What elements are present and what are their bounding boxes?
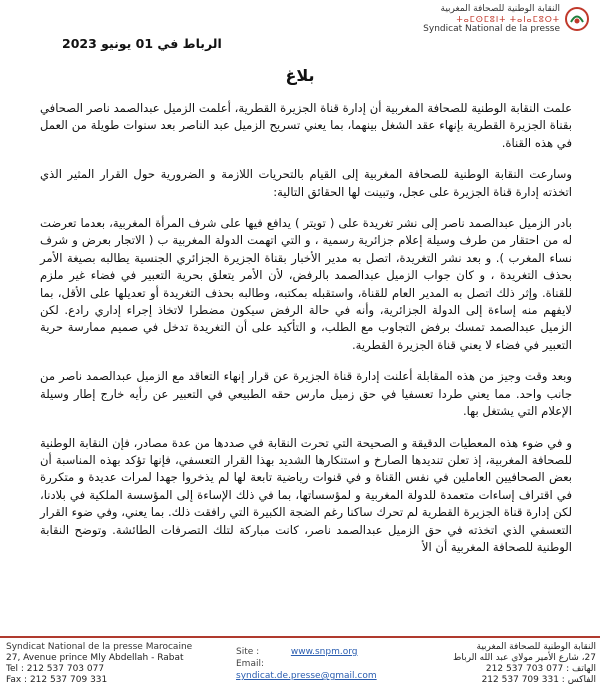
letterhead <box>0 0 600 40</box>
email-label: Email: <box>236 659 265 669</box>
document-body <box>40 100 572 570</box>
document-title: بلاغ <box>285 66 315 85</box>
org-name-french: Syndicat National de la presse <box>423 24 560 34</box>
dateline: الرباط في 01 يونيو 2023 <box>62 36 222 51</box>
footer-web-contact <box>236 646 377 682</box>
paragraph: وسارعت النقابة الوطنية للصحافة المغربية إلى القيام بالتحريات اللازمة و الضرورية حول القرار المثير الذي اتخذته إدارة قناة الجزيرة على عجل، وتبينت لها الحقائق التالية: <box>40 167 572 199</box>
site-link[interactable]: www.snpm.org <box>290 647 358 657</box>
footer-org-name-french: Syndicat National de la presse Marocaine <box>6 642 193 652</box>
footer <box>0 636 600 700</box>
footer-arabic-contact <box>453 642 596 686</box>
paragraph: علمت النقابة الوطنية للصحافة المغربية أن إدارة قناة الجزيرة القطرية، أعلمت الزميل عبدالصمد ناصر الصحافي بقناة الجزيرة القطرية بإنهاء عقد الشغل بينهما، بما يعني تسريح الزميل عبد الناصر بعد سنوات طويلة من العمل في هذه القناة. <box>40 101 572 150</box>
footer-tel-arabic: الهاتف : 077 703 537 212 <box>485 664 596 674</box>
site-label: Site : <box>236 647 260 657</box>
footer-fax-french: Fax : 212 537 709 331 <box>6 675 108 685</box>
paragraph: بادر الزميل عبدالصمد ناصر إلى نشر تغريدة على ( تويتر ) يدافع فيها على شرف المرأة المغربية، بعدما تعرضت له من احتقار من طرف وسيلة إعلام جزائرية رسمية ، و التي اتهمت الدولة المغربية ب ( الاتجار بعرض و شرف نساء المغرب ). و بعد نشر التغريدة، اتصل به مدير الأخبار بقناة الجزيرة الجزائري الجنسية يطالبه بصيغة الأمر بحذف التغريدة ، و كان جواب الزميل عبدالصمد بالرفض، لأن الأمر يتعلق بحرية التعبير في فضاء غير ملزم للقناة. وإثر ذلك اتصل به المدير العام للقناة، واستقبله بمكتبه، وطالبه بحذف التغريدة أو تعديلها على الأقل، بما لايفهم منه إساءة إلى الدولة الجزائرية، وأنه في حالة الرفض سيكون مضطرا لاتخاذ إجراء إداري رادع. لكن الزميل عبدالصمد تمسك برفض التجاوب مع الطلب، و التأكيد على أن التغريدة تدخل في صميم ممارسة حرية التعبير في فضاء لا يعني قناة الجزيرة القطرية. <box>40 216 572 352</box>
paragraph: وبعد وقت وجيز من هذه المقابلة أعلنت إدارة قناة الجزيرة عن قرار إنهاء التعاقد مع الزميل عبدالصمد ناصر من جانب واحد. مما يعني طردا تعسفيا في حق زميل مارس حقه الطبيعي في التعبير عن رأيه خارج إطار وسيلة الإعلام التي يشتغل بها. <box>40 369 572 419</box>
footer-org-name-arabic: النقابة الوطنية للصحافة المغربية <box>476 642 596 652</box>
paragraph: و في ضوء هذه المعطيات الدقيقة و الصحيحة التي تحرت النقابة في صددها من عدة مصادر، فإن النقابة الوطنية للصحافة المغربية، إذ تعلن تنديدها الصارخ و استنكارها الشديد بهذا القرار التعسفي، فإنها تؤكد بهذه المناسبة أن بعض الصحافيين العاملين في نفس القناة و في قنوات رياضية تابعة لها لم يذخروا جهدا لمرات عديدة و متكررة في اقتراف إساءات متعمدة للدولة المغربية و لمؤسساتها، بما في ذلك الإساءة إلى المؤسسة الملكية في بلادنا، لكن إدارة قناة الجزيرة القطرية لم تحرك ساكنا رغم الضجة الكبيرة التي رافقت ذلك. بما يعني، وفي ضوء القرار التعسفي الذي اتخذته في حق الزميل عبدالصمد ناصر، كانت مباركة لتلك التصرفات الطائشة. وتوضح النقابة الوطنية للصحافة المغربية أن الأ <box>40 435 572 554</box>
org-emblem-icon <box>564 6 590 32</box>
footer-fax-arabic: الفاكس : 331 709 537 212 <box>481 675 596 685</box>
footer-address-arabic: 27، شارع الأمير مولاي عبد الله الرباط <box>453 653 596 663</box>
footer-address-french: 27, Avenue prince Mly Abdellah - Rabat <box>6 653 184 663</box>
org-name-tifinagh: ⵜⴰⵎⵙⵎⵓⵏⵜ ⵜⴰⵏⴰⵎⵓⵔⵜ <box>456 15 560 24</box>
org-name-arabic: النقابة الوطنية للصحافة المغربية <box>440 4 560 14</box>
footer-tel-french: Tel : 212 537 703 077 <box>6 664 105 674</box>
footer-french-contact <box>6 642 192 686</box>
org-logo-block <box>380 4 590 36</box>
email-link[interactable]: syndicat.de.presse@gmail.com <box>236 671 377 681</box>
